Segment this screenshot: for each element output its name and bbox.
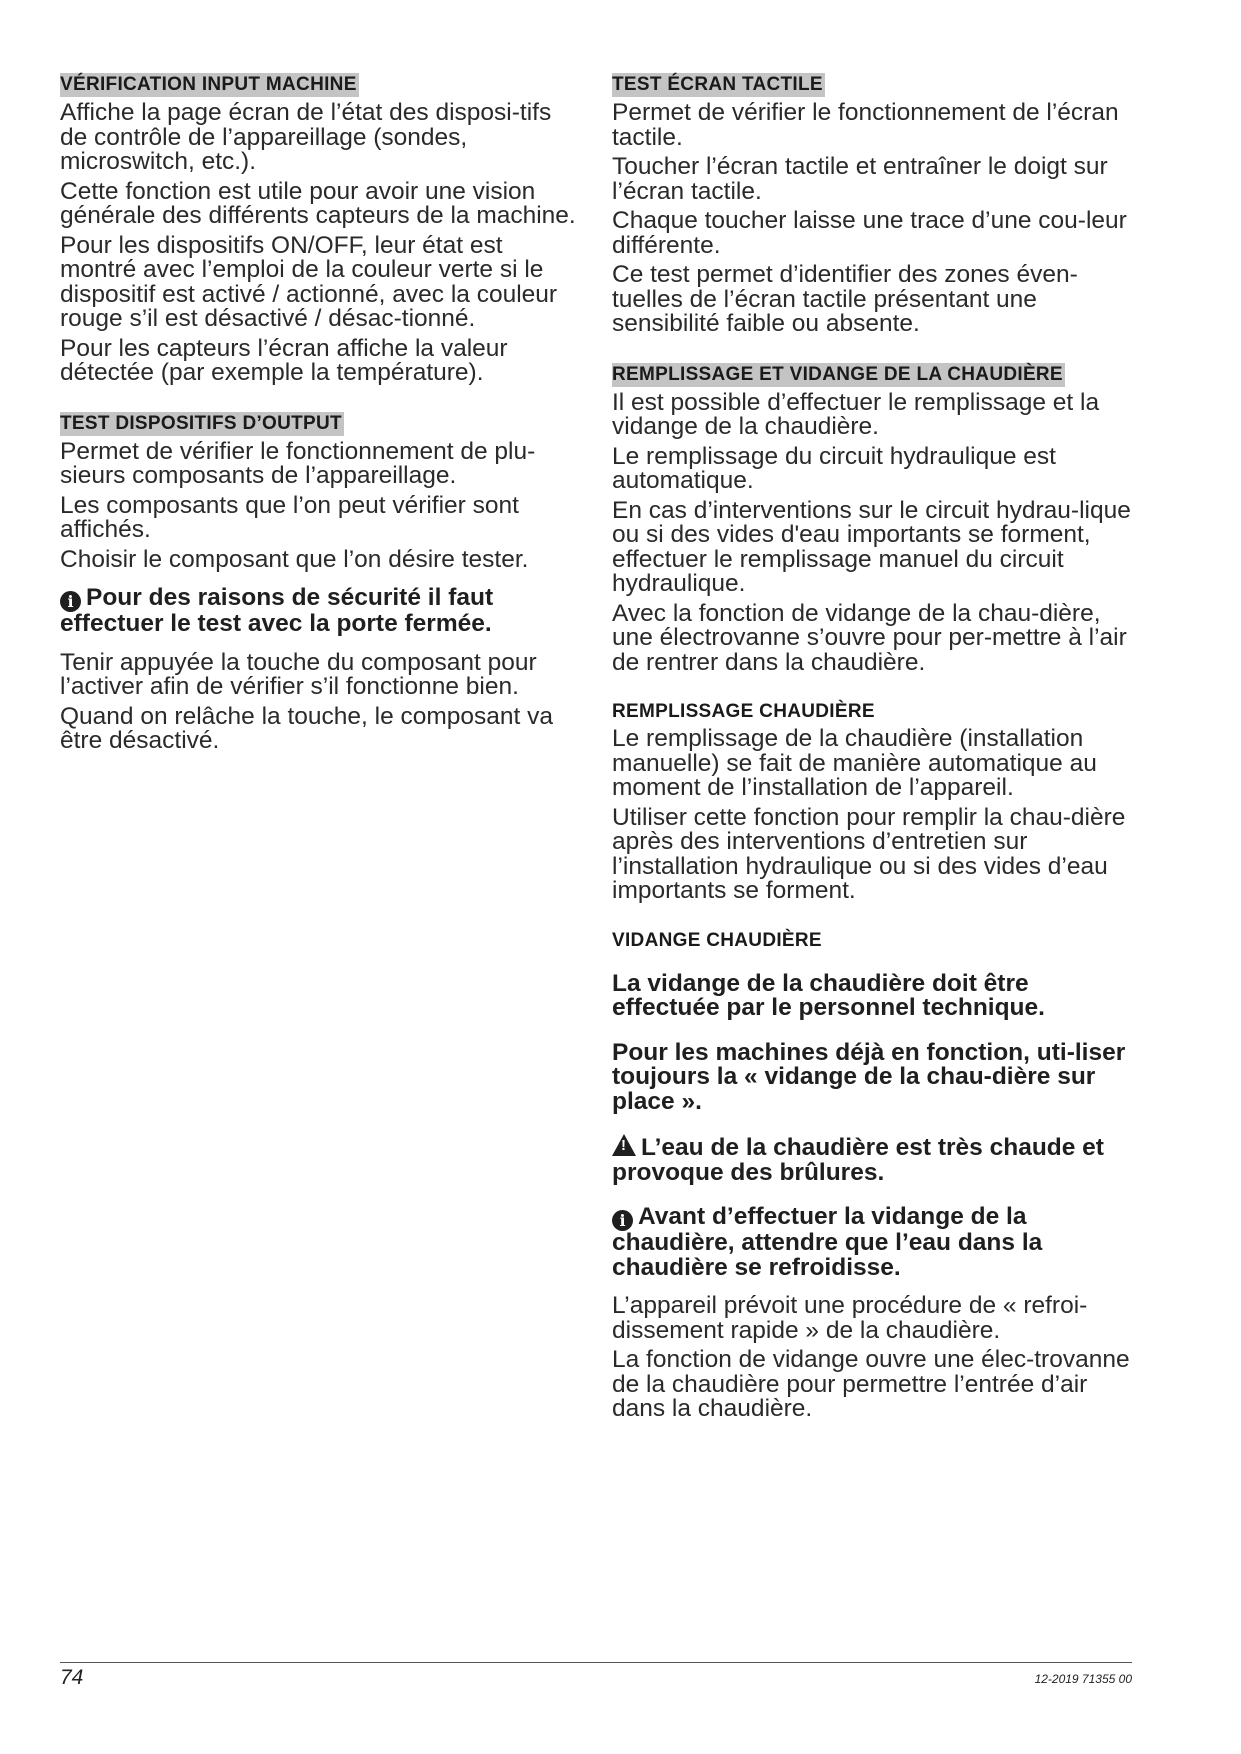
paragraph: Utiliser cette fonction pour remplir la chau-dière après des interventions d’entretien sur l’installation hydraulique ou si des vides d’eau importants se forment. (612, 803, 1126, 904)
paragraph: Avec la fonction de vidange de la chau-dière, une électrovanne s’ouvre pour per-mettre à l’air de rentrer dans la chaudière. (612, 599, 1127, 676)
section-heading: TEST ÉCRAN TACTILE (612, 74, 823, 95)
safety-notice (60, 586, 585, 637)
left-column (60, 73, 585, 780)
page-number: 74 (60, 1666, 84, 1689)
paragraph: Pour les capteurs l’écran affiche la valeur détectée (par exemple la température). (60, 334, 508, 386)
section-heading: VÉRIFICATION INPUT MACHINE (60, 74, 357, 95)
paragraph: Cette fonction est utile pour avoir une vision générale des différents capteurs de la machine. (60, 177, 576, 229)
info-icon: i (612, 1210, 633, 1231)
section-heading: TEST DISPOSITIFS D’OUTPUT (60, 412, 342, 434)
paragraph: Ce test permet d’identifier des zones éven-tuelles de l’écran tactile présentant une sensibilité faible ou absente. (612, 261, 1078, 337)
paragraph: La fonction de vidange ouvre une élec-trovanne de la chaudière pour permettre l’entrée d’air dans la chaudière. (612, 1346, 1130, 1422)
bold-notice: Pour les machines déjà en fonction, uti-liser toujours la « vidange de la chau-dière sur place ». (612, 1038, 1126, 1115)
sub-heading: VIDANGE CHAUDIÈRE (612, 929, 822, 951)
paragraph: Permet de vérifier le fonctionnement de l’écran tactile. (612, 99, 1119, 151)
paragraph: Chaque toucher laisse une trace d’une cou-leur différente. (612, 207, 1127, 259)
section-remplissage-vidange (612, 363, 1142, 676)
bold-notice: La vidange de la chaudière doit être effectuée par le personnel technique. (612, 969, 1045, 1021)
info-notice (612, 1205, 1142, 1280)
paragraph: L’appareil prévoit une procédure de « refroi-dissement rapide » de la chaudière. (612, 1292, 1088, 1344)
section-verification-input (60, 73, 585, 386)
section-test-output (60, 412, 585, 754)
info-icon: i (60, 591, 81, 612)
warning-notice (612, 1134, 1142, 1185)
section-test-ecran (612, 73, 1142, 337)
paragraph: En cas d’interventions sur le circuit hydrau-lique ou si des vides d'eau importants se forment, effectuer le remplissage manuel du circuit hydraulique. (612, 496, 1131, 597)
paragraph: Permet de vérifier le fonctionnement de plu-sieurs composants de l’appareillage. (60, 437, 536, 489)
document-code: 12-2019 71355 00 (1034, 1672, 1132, 1686)
paragraph: Le remplissage de la chaudière (installation manuelle) se fait de manière automatique au moment de l’installation de l’appareil. (612, 725, 1097, 801)
notice-text: Pour des raisons de sécurité il faut effectuer le test avec la porte fermée. (60, 584, 494, 637)
paragraph: Il est possible d’effectuer le remplissage et la vidange de la chaudière. (612, 388, 1100, 440)
paragraph: Quand on relâche la touche, le composant va être désactivé. (60, 702, 554, 754)
section-heading: REMPLISSAGE ET VIDANGE DE LA CHAUDIÈRE (612, 363, 1063, 385)
paragraph: Le remplissage du circuit hydraulique est automatique. (612, 442, 1056, 494)
paragraph: Tenir appuyée la touche du composant pour l’activer afin de vérifier s’il fonctionne bien. (60, 648, 537, 700)
warning-icon (612, 1134, 636, 1156)
warning-text: L’eau de la chaudière est très chaude et provoque des brûlures. (612, 1134, 1104, 1186)
sub-heading: REMPLISSAGE CHAUDIÈRE (612, 701, 875, 722)
section-remplissage-chaudiere (612, 701, 1142, 904)
paragraph: Toucher l’écran tactile et entraîner le doigt sur l’écran tactile. (612, 153, 1108, 205)
paragraph: Les composants que l’on peut vérifier sont affichés. (60, 491, 519, 543)
right-column (612, 73, 1142, 1448)
paragraph: Choisir le composant que l’on désire tester. (60, 545, 529, 573)
section-vidange-chaudiere (612, 930, 1142, 1422)
paragraph: Pour les dispositifs ON/OFF, leur état est montré avec l’emploi de la couleur verte si le dispositif est activé / actionné, avec la couleur rouge s’il est désactivé / désac-tionné. (60, 231, 558, 332)
footer-divider (60, 1662, 1132, 1663)
info-text: Avant d’effectuer la vidange de la chaudière, attendre que l’eau dans la chaudière se refroidisse. (612, 1203, 1043, 1281)
paragraph: Affiche la page écran de l’état des disposi-tifs de contrôle de l’appareillage (sondes, microswitch, etc.). (60, 99, 552, 175)
